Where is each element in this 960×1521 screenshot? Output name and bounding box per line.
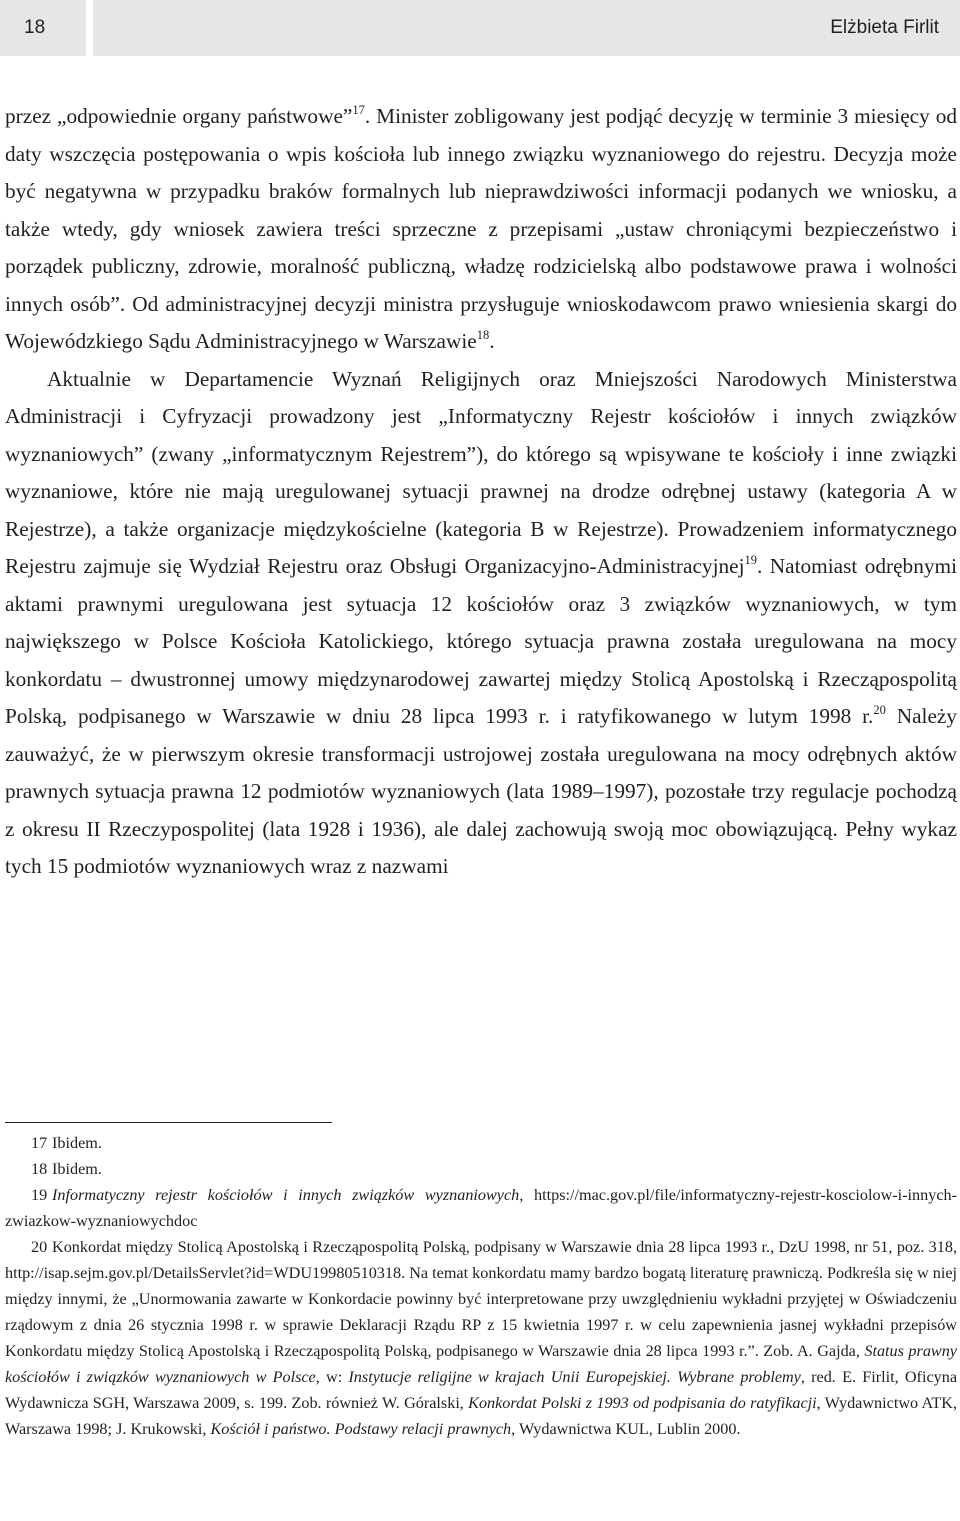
footnote-url[interactable]: https://mac.gov.pl/file/informatyczny-rejestr-kosciolow-i-innych-zwiazkow-wyznaniowychdoc [5, 1186, 957, 1230]
footnote-ref-20[interactable]: 20 [873, 703, 886, 717]
footnote-19 [5, 1182, 957, 1234]
footnote-text: , Wydawnictwa KUL, Lublin 2000. [511, 1420, 741, 1438]
page-number-box [0, 0, 86, 56]
page-header [0, 0, 960, 56]
running-head-author: Elżbieta Firlit [830, 17, 939, 38]
footnote-17 [5, 1130, 957, 1156]
footnotes [5, 1130, 957, 1442]
paragraph-1 [5, 98, 957, 361]
footnote-text: , Wydawnictwo ATK, Warszawa 1998; J. Krukowski, [5, 1394, 957, 1438]
footnote-title: Informatyczny rejestr kościołów i innych związków wyznaniowych, [52, 1186, 524, 1204]
footnote-text: Ibidem. [52, 1160, 102, 1178]
running-head-box [93, 0, 960, 56]
main-text [5, 98, 957, 886]
paragraph-2 [5, 361, 957, 886]
footnote-18 [5, 1156, 957, 1182]
footnote-number: 20 [31, 1238, 48, 1256]
footnote-text: Konkordat między Stolicą Apostolską i Rzecząpospolitą Polską, podpisany w Warszawie dnia 28 lipca 1993 r., DzU 1998, nr 51, poz. 318, http://isap.sejm.gov.pl/DetailsServlet?id=WDU19980510318. Na temat konkordatu mamy bardzo bogatą literaturę prawniczą. Podkreśla się w niej między innymi, że „Unormowania zawarte w Konkordacie powinny być interpretowane przy uwzględnieniu wykładni przyjętej w Oświadczeniu rządowym z dnia 26 stycznia 1998 r. w sprawie Deklaracji Rządu RP z 15 kwietnia 1997 r. w celu zapewnienia jasnej wykładni przepisów Konkordatu między Stolicą Apostolską i Rzecząpospolitą Polską, podpisanego w Warszawie dnia 28 lipca 1993 r.”. Zob. A. Gajda, [5, 1238, 957, 1360]
footnote-work-title: Status prawny kościołów i związków wyznaniowych w Polsce [5, 1342, 957, 1386]
footnote-work-title: Instytucje religijne w krajach Unii Europejskiej. Wybrane problemy [348, 1368, 801, 1386]
footnote-text: , w: [315, 1368, 349, 1386]
footnote-ref-18[interactable]: 18 [476, 328, 490, 342]
paragraph-1-part-2: . Minister zobligowany jest podjąć decyzję w terminie 3 miesięcy od daty wszczęcia postępowania o wpis kościoła lub innego związku wyznaniowego do rejestru. Decyzja może być negatywna w przypadku braków formalnych lub nieprawdziwości informacji podanych we wniosku, a także wtedy, gdy wniosek zawiera treści sprzeczne z przepisami „ustaw chroniącymi bezpieczeństwo i porządek publiczny, zdrowie, moralność publiczną, władzę rodzicielską albo podstawowe prawa i wolności innych osób”. Od administracyjnej decyzji ministra przysługuje wnioskodawcom prawo wniesienia skargi do Wojewódzkiego Sądu Administracyjnego w Warszawie [5, 104, 957, 353]
paragraph-2-part-1: Aktualnie w Departamencie Wyznań Religijnych oraz Mniejszości Narodowych Ministerstwa Administracji i Cyfryzacji prowadzony jest „Informatyczny Rejestr kościołów i innych związków wyznaniowych” (zwany „informatycznym Rejestrem”), do którego są wpisywane te kościoły i inne związki wyznaniowe, które nie mają uregulowanej sytuacji prawnej na drodze odrębnej ustawy (kategoria A w Rejestrze), a także organizacje międzykościelne (kategoria B w Rejestrze). Prowadzeniem informatycznego Rejestru zajmuje się Wydział Rejestru oraz Obsługi Organizacyjno-Administracyjnej [5, 366, 957, 578]
footnote-20 [5, 1234, 957, 1442]
footnote-ref-17[interactable]: 17 [352, 103, 365, 117]
paragraph-1-part-1: przez „odpowiednie organy państwowe” [5, 104, 353, 128]
footnote-number: 17 [31, 1134, 48, 1152]
footnote-number: 18 [31, 1160, 48, 1178]
footnote-separator [5, 1122, 332, 1123]
paragraph-2-part-2: . Natomiast odrębnymi aktami prawnymi uregulowana jest sytuacja 12 kościołów oraz 3 związków wyznaniowych, w tym największego w Polsce Kościoła Katolickiego, którego sytuacja prawna została uregulowana na mocy konkordatu – dwustronnej umowy międzynarodowej zawartej między Stolicą Apostolską i Rzecząpospolitą Polską, podpisanego w Warszawie w dniu 28 lipca 1993 r. i ratyfikowanego w lutym 1998 r. [5, 554, 957, 728]
footnote-ref-19[interactable]: 19 [744, 553, 757, 567]
paragraph-2-part-3: Należy zauważyć, że w pierwszym okresie transformacji ustrojowej została uregulowana na mocy odrębnych aktów prawnych sytuacja prawna 12 podmiotów wyznaniowych (lata 1989–1997), pozostałe trzy regulacje pochodzą z okresu II Rzeczypospolitej (lata 1928 i 1936), ale dalej zachowują swoją moc obowiązującą. Pełny wykaz tych 15 podmiotów wyznaniowych wraz z nazwami [5, 704, 957, 878]
footnote-text: , red. E. Firlit, Oficyna Wydawnicza SGH, Warszawa 2009, s. 199. Zob. również W. Góralski, [5, 1368, 958, 1412]
paragraph-1-part-3: . [489, 329, 495, 353]
footnote-work-title: Kościół i państwo. Podstawy relacji prawnych [210, 1420, 512, 1438]
footnote-text: Ibidem. [52, 1134, 102, 1152]
footnote-number: 19 [31, 1186, 48, 1204]
footnote-work-title: Konkordat Polski z 1993 od podpisania do ratyfikacji [468, 1394, 817, 1412]
page-number: 18 [24, 17, 46, 38]
